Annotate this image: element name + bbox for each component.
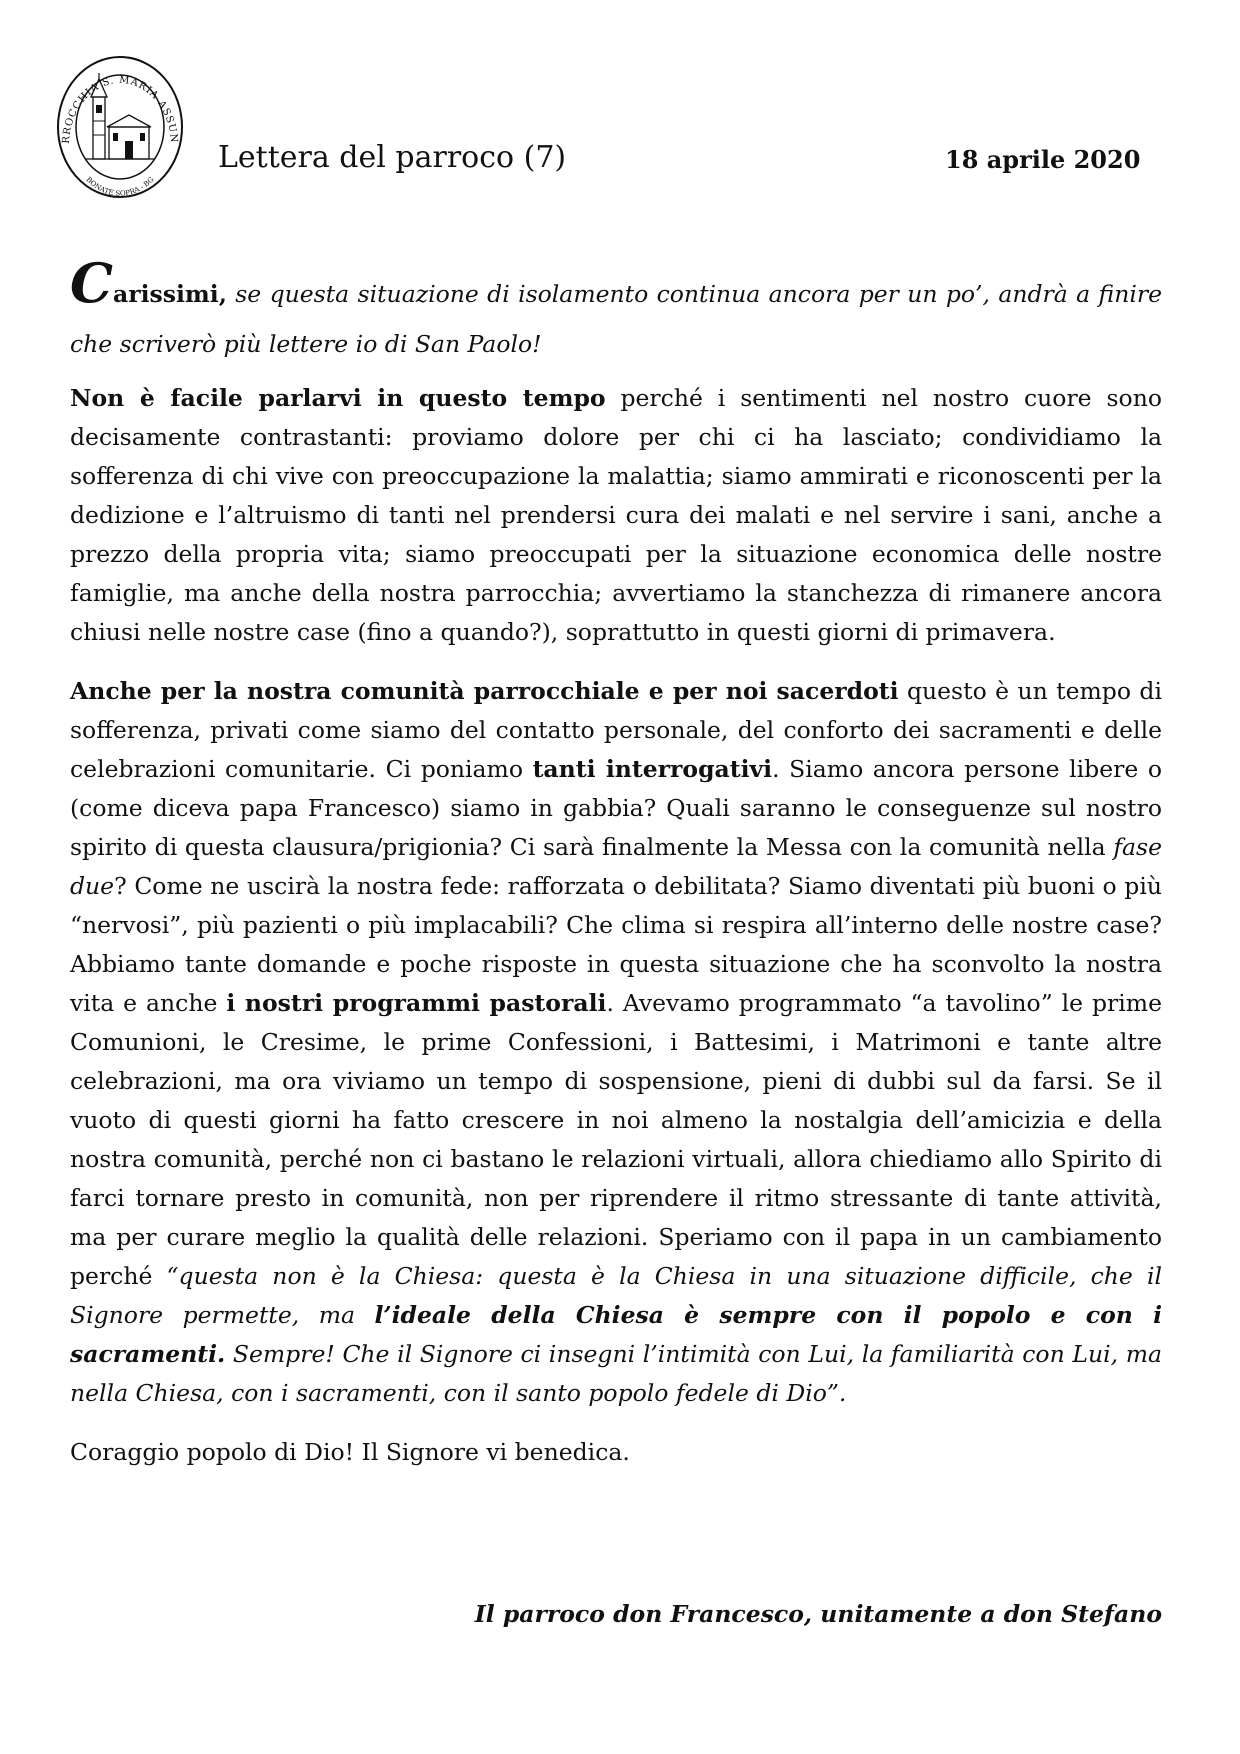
paragraph-community (70, 672, 1162, 1413)
intro-paragraph (70, 251, 1162, 369)
intro-text: se questa situazione di isolamento continua ancora per un po’, andrà a finire che scriverò più lettere io di San Paolo! (70, 280, 1162, 358)
text-run: . Avevamo programmato “a tavolino” le prime Comunioni, le Cresime, le prime Confessioni, i Battesimi, i Matrimoni e tante altre celebrazioni, ma ora viviamo un tempo di sospensione, pieni di dubbi sul da farsi. Se il vuoto di questi giorni ha fatto crescere in noi almeno la nostalgia dell’amicizia e della nostra comunità, perché non ci bastano le relazioni virtuali, allora chiediamo allo Spirito di farci tornare presto in comunità, non per riprendere il ritmo stressante di tante attività, ma per curare meglio la qualità delle relazioni. Speriamo con il papa in un cambiamento perché (70, 989, 1162, 1290)
bold-run: i nostri programmi pastorali (226, 989, 607, 1017)
paragraph-feelings (70, 379, 1162, 652)
paragraph-text: perché i sentimenti nel nostro cuore sono decisamente contrastanti: proviamo dolore per chi ci ha lasciato; condividiamo la sofferenza di chi vive con preoccupazione la malattia; siamo ammirati e riconoscenti per la dedizione e l’altruismo di tanti nel prendersi cura dei malati e nel servire i sani, anche a prezzo della propria vita; siamo preoccupati per la situazione economica delle nostre famiglie, ma anche della nostra parrocchia; avvertiamo la stanchezza di rimanere ancora chiusi nelle nostre case (fino a quando?), soprattutto in questi giorni di primavera. (70, 384, 1162, 646)
letter-body (70, 251, 1163, 1472)
pope-quote: “questa non è la Chiesa: questa è la Chiesa in una situazione difficile, che il Signore permette, ma (70, 1262, 1162, 1329)
italic-run: fase due (70, 833, 1162, 900)
pope-quote: Sempre! Che il Signore ci insegni l’intimità con Lui, la familiarità con Lui, ma nella Chiesa, con i sacramenti, con il santo popolo fedele di Dio”. (70, 1340, 1162, 1407)
paragraph-lead: Non è facile parlarvi in questo tempo (70, 384, 606, 412)
parish-seal-icon (55, 55, 185, 200)
svg-text:PARROCCHIA S. MARIA ASSUNTA: RROCCHIA S. MARIA ASSUN (60, 74, 180, 145)
letter-date: 18 aprile 2020 (945, 145, 1141, 174)
text-run: ? Come ne uscirà la nostra fede: rafforzata o debilitata? Siamo diventati più buoni o più “nervosi”, più pazienti o più implacabili? Che clima si respira all’interno delle nostre case? Abbiamo tante domande e poche risposte in questa situazione che ha sconvolto la nostra vita e anche (70, 872, 1162, 1017)
text-run: . Siamo ancora persone libere o (come diceva papa Francesco) siamo in gabbia? Quali saranno le conseguenze sul nostro spirito di questa clausura/prigionia? Ci sarà finalmente la Messa con la comunità nella (70, 755, 1162, 861)
drop-cap: C (70, 251, 113, 315)
salutation: arissimi, (112, 280, 227, 308)
parish-seal-logo (55, 55, 185, 200)
svg-text:BONATE SOPRA - BG: BONATE SOPRA - BG (84, 175, 156, 198)
closing-line: Coraggio popolo di Dio! Il Signore vi benedica. (70, 1438, 630, 1466)
paragraph-lead: Anche per la nostra comunità parrocchiale e per noi sacerdoti (70, 677, 899, 705)
text-run: questo è un tempo di sofferenza, privati come siamo del contatto personale, del conforto dei sacramenti e delle celebrazioni comunitarie. Ci poniamo (70, 677, 1162, 783)
signature: Il parroco don Francesco, unitamente a don Stefano (474, 1600, 1162, 1628)
letter-title: Lettera del parroco (7) (218, 140, 567, 175)
pope-quote-bold: l’ideale della Chiesa è sempre con il popolo e con i sacramenti. (70, 1301, 1163, 1368)
bold-run: tanti interrogativi (532, 755, 773, 783)
